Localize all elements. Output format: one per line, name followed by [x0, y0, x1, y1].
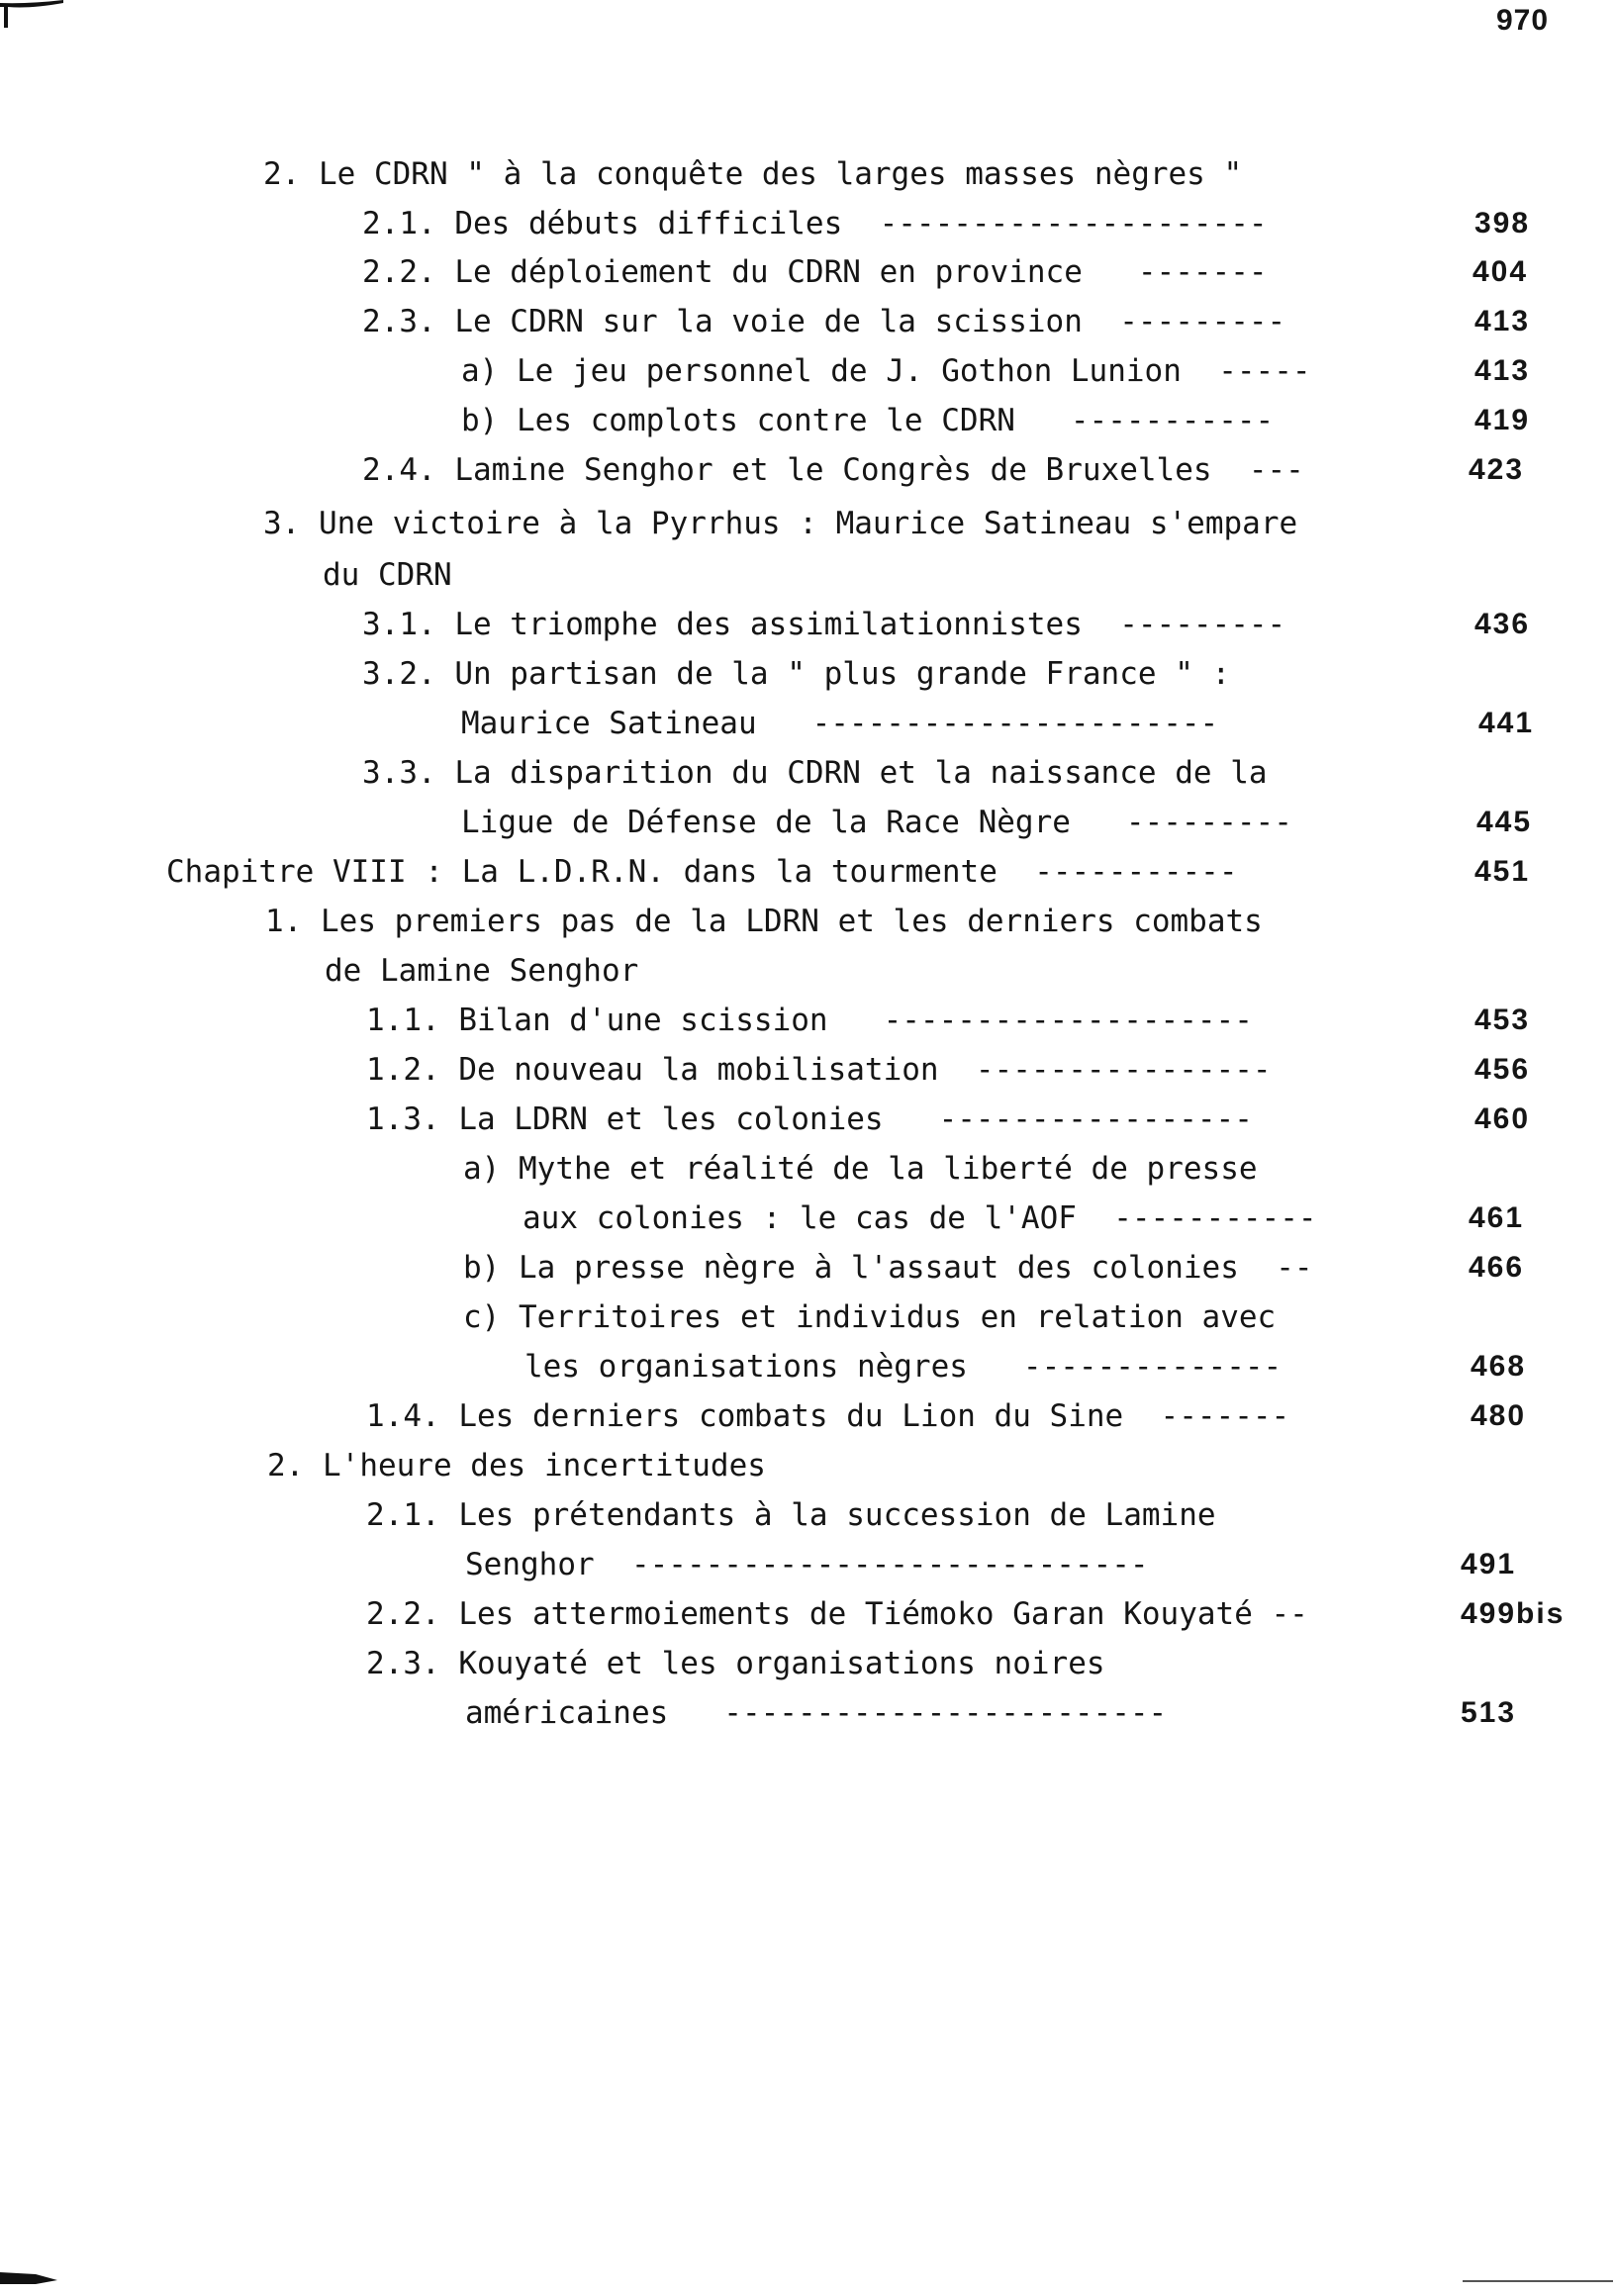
toc-entry	[0, 798, 1615, 847]
toc-entry-text: 1.2. De nouveau la mobilisation ----------------	[366, 1052, 1272, 1088]
toc-entry-text: 2.1. Les prétendants à la succession de Lamine	[366, 1497, 1216, 1533]
toc-entry	[0, 1490, 1615, 1540]
toc-entry-text: aux colonies : le cas de l'AOF -----------	[522, 1200, 1317, 1236]
toc-entry-text: 2.2. Le déploiement du CDRN en province -------	[362, 254, 1268, 290]
toc-entry-text: 2.3. Le CDRN sur la voie de la scission ---------	[362, 304, 1286, 339]
toc-entry-text: Maurice Satineau ----------------------	[461, 706, 1219, 741]
toc-entry-text: c) Territoires et individus en relation avec	[463, 1299, 1277, 1335]
toc-entry-page: 413	[1474, 354, 1531, 387]
toc-entry	[0, 445, 1615, 495]
toc-entry	[0, 1292, 1615, 1342]
toc-entry-text: 2. Le CDRN " à la conquête des larges masses nègres "	[263, 156, 1243, 192]
toc-entry-page: 445	[1476, 806, 1533, 838]
toc-entry	[0, 1243, 1615, 1292]
toc-entry-page: 398	[1474, 207, 1531, 239]
toc-entry	[0, 897, 1615, 946]
toc-entry	[0, 1342, 1615, 1391]
page-number: 970	[1496, 4, 1550, 37]
toc-entry	[0, 1391, 1615, 1441]
toc-entry	[0, 1095, 1615, 1144]
toc-entry-text: a) Mythe et réalité de la liberté de presse	[463, 1151, 1258, 1187]
toc-entry-page: 461	[1469, 1201, 1525, 1234]
toc-entry-page: 453	[1474, 1004, 1531, 1036]
toc-entry	[0, 649, 1615, 699]
toc-entry-text: 2.1. Des débuts difficiles ---------------------	[362, 206, 1268, 241]
toc-entry-text: 3.3. La disparition du CDRN et la naissance de la	[362, 755, 1268, 791]
divider	[1463, 2280, 1613, 2282]
toc-entry-text: 2.3. Kouyaté et les organisations noires	[366, 1646, 1105, 1681]
toc-entry-text: 2.2. Les attermoiements de Tiémoko Garan Kouyaté --	[366, 1596, 1308, 1632]
toc-entry	[0, 996, 1615, 1045]
toc-entry-page: 480	[1471, 1399, 1527, 1432]
toc-entry	[0, 748, 1615, 798]
toc-entry-page: 451	[1474, 855, 1531, 888]
toc-entry	[0, 847, 1615, 897]
toc-entry	[0, 346, 1615, 396]
toc-entry	[0, 1688, 1615, 1738]
toc-entry	[0, 199, 1615, 248]
toc-entry-page: 423	[1469, 453, 1525, 486]
toc-entry-text: Ligue de Défense de la Race Nègre ---------	[461, 805, 1292, 840]
toc-entry-page: 491	[1461, 1548, 1517, 1580]
toc-entry-text: 1. Les premiers pas de la LDRN et les derniers combats	[265, 904, 1263, 939]
toc-entry-text: les organisations nègres --------------	[524, 1349, 1282, 1385]
toc-entry-page: 456	[1474, 1053, 1531, 1086]
toc-entry-text: 1.3. La LDRN et les colonies -----------------	[366, 1101, 1253, 1137]
toc-entry	[0, 499, 1615, 548]
toc-entry	[0, 149, 1615, 199]
toc-entry-text: b) La presse nègre à l'assaut des colonies --	[463, 1250, 1313, 1286]
toc-entry-text: a) Le jeu personnel de J. Gothon Lunion -----	[461, 353, 1311, 389]
toc-entry-text: 1.1. Bilan d'une scission --------------------	[366, 1003, 1253, 1038]
toc-entry-text: de Lamine Senghor	[325, 953, 639, 989]
toc-entry-text: 2. L'heure des incertitudes	[267, 1448, 766, 1483]
toc-entry-page: 404	[1472, 255, 1529, 288]
toc-entry-page: 513	[1461, 1696, 1517, 1729]
toc-entry	[0, 1144, 1615, 1194]
toc-entry-text: Chapitre VIII : La L.D.R.N. dans la tourmente -----------	[166, 854, 1238, 890]
toc-entry-page: 413	[1474, 305, 1531, 337]
scan-edge-mark-icon	[0, 2268, 59, 2288]
toc-entry	[0, 247, 1615, 297]
toc-entry-text: b) Les complots contre le CDRN -----------	[461, 403, 1275, 438]
toc-entry-text: 1.4. Les derniers combats du Lion du Sine -------	[366, 1398, 1290, 1434]
toc-entry-text: 3. Une victoire à la Pyrrhus : Maurice Satineau s'empare	[263, 506, 1298, 541]
toc-entry-page: 466	[1469, 1251, 1525, 1284]
toc-entry	[0, 1639, 1615, 1688]
toc-entry-text: 3.2. Un partisan de la " plus grande France " :	[362, 656, 1231, 692]
toc-entry	[0, 1589, 1615, 1639]
toc-entry	[0, 1441, 1615, 1490]
toc-entry	[0, 297, 1615, 346]
toc-entry	[0, 550, 1615, 600]
toc-entry-page: 419	[1474, 404, 1531, 436]
toc-entry-page: 441	[1478, 707, 1535, 739]
toc-entry	[0, 600, 1615, 649]
toc-entry	[0, 396, 1615, 445]
toc-entry-text: du CDRN	[323, 557, 452, 593]
toc-entry	[0, 1194, 1615, 1243]
toc-entry	[0, 946, 1615, 996]
toc-entry-text: américaines ------------------------	[465, 1695, 1168, 1731]
toc-entry	[0, 1045, 1615, 1095]
toc-entry-text: Senghor ----------------------------	[465, 1547, 1149, 1582]
toc-entry-page: 499bis	[1461, 1597, 1566, 1630]
toc-entry-page: 460	[1474, 1102, 1531, 1135]
scan-corner-mark-icon	[0, 0, 69, 30]
toc-entry-text: 3.1. Le triomphe des assimilationnistes ---------	[362, 607, 1286, 642]
toc-entry-page: 436	[1474, 608, 1531, 640]
toc-entry	[0, 1540, 1615, 1589]
toc-entry-text: 2.4. Lamine Senghor et le Congrès de Bruxelles ---	[362, 452, 1304, 488]
toc-entry-page: 468	[1471, 1350, 1527, 1383]
toc-entry	[0, 699, 1615, 748]
